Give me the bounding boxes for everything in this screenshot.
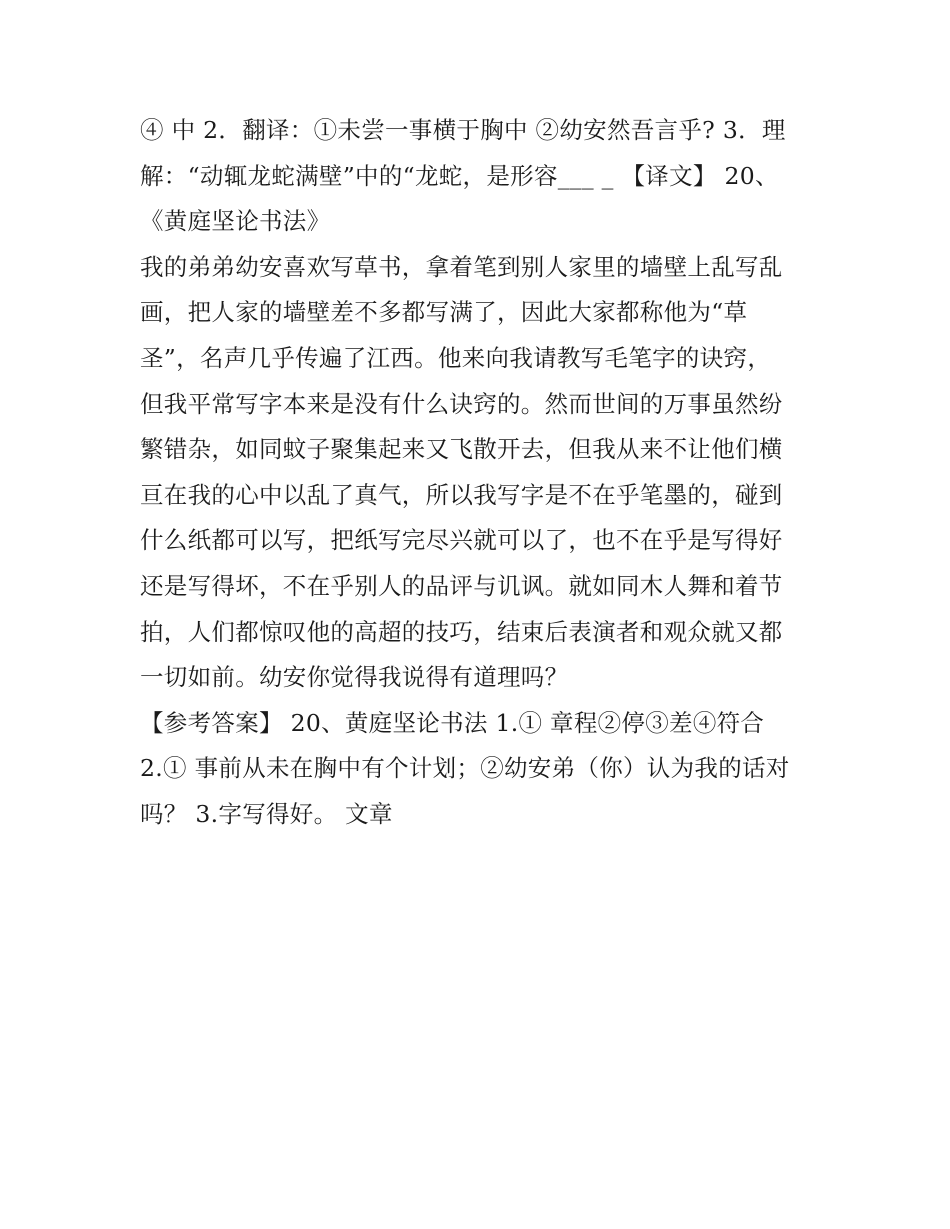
text-line: ④ 中 2．翻译：①未尝一事横于胸中 ②幼安然吾言乎? 3．理 <box>140 116 786 144</box>
text-line: 亘在我的心中以乱了真气，所以我写字是不在乎笔墨的，碰到 <box>140 480 783 509</box>
text-line: 画，把人家的墙壁差不多都写满了，因此大家都称他为“草 <box>140 298 748 327</box>
text-line: 【参考答案】 20、黄庭坚论书法 1.① 章程②停③差④符合 <box>140 708 765 737</box>
text-line: 什么纸都可以写，把纸写完尽兴就可以了，也不在乎是写得好 <box>140 526 783 555</box>
text-line: 2.① 事前从未在胸中有个计划；②幼安弟（你）认为我的话对 <box>140 754 790 783</box>
text-line: 圣”，名声几乎传遍了江西。他来向我请教写毛笔字的诀窍， <box>140 343 772 372</box>
text-line: 拍，人们都惊叹他的高超的技巧，结束后表演者和观众就又都 <box>140 617 783 646</box>
text-line: 吗？ 3.字写得好。 文章 <box>140 799 393 828</box>
text-line: 一切如前。幼安你觉得我说得有道理吗？ <box>140 663 569 692</box>
text-line: 繁错杂，如同蚊子聚集起来又飞散开去，但我从来不让他们横 <box>140 435 783 464</box>
text-line: 还是写得坏，不在乎别人的品评与讥讽。就如同木人舞和着节 <box>140 571 783 600</box>
text-line: 解：“动辄龙蛇满壁”中的“龙蛇，是形容___ _ 【译文】 20、 <box>140 161 779 190</box>
text-line: 《黄庭坚论书法》 <box>140 207 331 236</box>
document-page <box>140 108 816 838</box>
text-line: 但我平常写字本来是没有什么诀窍的。然而世间的万事虽然纷 <box>140 389 783 418</box>
text-line: 我的弟弟幼安喜欢写草书，拿着笔到别人家里的墙壁上乱写乱 <box>140 252 783 281</box>
